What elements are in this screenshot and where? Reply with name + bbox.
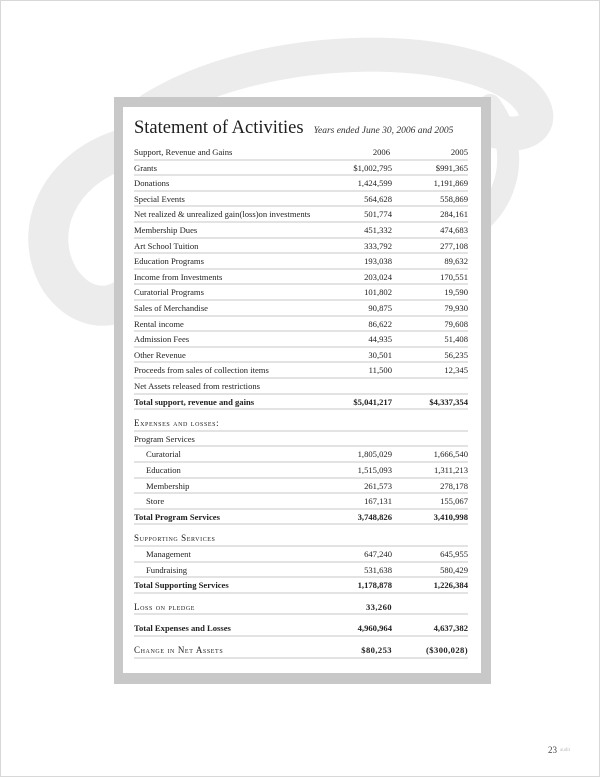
- value-2005: ($300,028): [426, 645, 468, 655]
- value-2005: 79,608: [444, 318, 468, 329]
- value-2006: 2006: [372, 147, 390, 157]
- value-2005: 284,161: [440, 209, 468, 220]
- page-number: [548, 745, 570, 755]
- row-label: Membership Dues: [134, 225, 198, 235]
- value-2006: 564,628: [364, 193, 392, 204]
- statement-row: [134, 563, 468, 579]
- statement-row: [134, 395, 468, 411]
- value-2006: 3,748,826: [357, 511, 392, 522]
- row-label: Income from Investments: [134, 271, 223, 282]
- statement-row: [134, 207, 468, 223]
- row-label: Total Program Services: [134, 511, 220, 522]
- row-label: Donations: [134, 178, 170, 189]
- value-2006: 90,875: [368, 303, 392, 313]
- statement-row: [134, 176, 468, 192]
- value-2005: 278,178: [440, 480, 468, 491]
- statement-row: [134, 432, 468, 448]
- value-2006: 451,332: [364, 225, 392, 235]
- value-2005: 1,191,869: [433, 178, 468, 189]
- row-label: Special Events: [134, 193, 185, 204]
- row-label: Admission Fees: [134, 334, 190, 345]
- row-label: Total Expenses and Losses: [134, 623, 231, 634]
- value-2006: 647,240: [364, 549, 392, 559]
- page-suffix: audit: [560, 748, 570, 754]
- value-2006: $5,041,217: [353, 396, 392, 407]
- statement-row: [134, 643, 468, 659]
- value-2005: 474,683: [440, 225, 468, 235]
- value-2006: 193,038: [364, 256, 392, 267]
- statement-row: [134, 317, 468, 333]
- statement-row: [134, 270, 468, 286]
- row-label: Loss on pledge: [134, 601, 196, 612]
- statement-row: [134, 192, 468, 208]
- row-label: Expenses and losses:: [134, 418, 220, 429]
- row-label: Other Revenue: [134, 349, 186, 360]
- value-2005: 1,311,213: [433, 465, 468, 475]
- statement-row: [134, 254, 468, 270]
- value-2005: $4,337,354: [429, 396, 468, 407]
- value-2006: 203,024: [364, 271, 392, 282]
- statement-row: [134, 447, 468, 463]
- statement-row: [134, 348, 468, 364]
- row-label: Total Supporting Services: [134, 580, 229, 591]
- row-label: Sales of Merchandise: [134, 303, 208, 313]
- row-label: Membership: [146, 480, 190, 491]
- value-2006: 1,424,599: [357, 178, 392, 189]
- statement-row: [134, 332, 468, 348]
- row-label: Fundraising: [146, 564, 188, 575]
- page-number-text: 23: [548, 745, 557, 755]
- statement-row: [134, 494, 468, 510]
- value-2005: 56,235: [444, 349, 468, 360]
- row-label: Rental income: [134, 318, 184, 329]
- statement-row: [134, 621, 468, 637]
- statement-row: [134, 600, 468, 616]
- statement-row: [134, 463, 468, 479]
- row-label: Store: [146, 496, 165, 507]
- value-2006: 86,622: [368, 318, 392, 329]
- statement-row: [134, 363, 468, 379]
- statement-card: [123, 107, 481, 673]
- statement-row: [134, 416, 468, 432]
- value-2005: 1,226,384: [433, 580, 468, 591]
- value-2006: 4,960,964: [357, 623, 392, 634]
- statement-row: [134, 301, 468, 317]
- row-label: Management: [146, 549, 191, 559]
- value-2006: 1,805,029: [357, 449, 392, 460]
- value-2006: 1,178,878: [357, 580, 392, 591]
- value-2005: 19,590: [444, 287, 468, 298]
- row-label: Total support, revenue and gains: [134, 396, 255, 407]
- value-2005: 89,632: [444, 256, 468, 267]
- row-label: Grants: [134, 162, 157, 173]
- row-label: Net Assets released from restrictions: [134, 381, 261, 391]
- value-2005: 4,637,382: [433, 623, 468, 634]
- title-row: [134, 118, 453, 139]
- statement-row: [134, 510, 468, 526]
- value-2006: $80,253: [361, 645, 392, 655]
- value-2005: 1,666,540: [433, 449, 468, 460]
- statement-row: [134, 223, 468, 239]
- value-2006: 501,774: [364, 209, 392, 220]
- value-2005: 12,345: [444, 365, 468, 376]
- statement-row: [134, 547, 468, 563]
- value-2005: 645,955: [440, 549, 468, 559]
- value-2005: 51,408: [444, 334, 468, 345]
- row-label: Education Programs: [134, 256, 204, 267]
- value-2005: 580,429: [440, 564, 468, 575]
- value-2006: 1,515,093: [357, 465, 392, 475]
- value-2006: 30,501: [368, 349, 392, 360]
- value-2006: 531,638: [364, 564, 392, 575]
- value-2006: 261,573: [364, 480, 392, 491]
- statement-row: [134, 379, 468, 395]
- statement-row: [134, 161, 468, 177]
- value-2006: 167,131: [364, 496, 392, 507]
- value-2005: 155,067: [440, 496, 468, 507]
- row-label: Art School Tuition: [134, 240, 199, 251]
- row-label: Curatorial: [146, 449, 181, 460]
- statement-row: [134, 145, 468, 161]
- value-2006: 44,935: [368, 334, 392, 345]
- statement-row: [134, 479, 468, 495]
- statement-row: [134, 578, 468, 594]
- row-label: Proceeds from sales of collection items: [134, 365, 269, 376]
- value-2005: 170,551: [440, 271, 468, 282]
- statement-subtitle: Years ended June 30, 2006 and 2005: [313, 126, 454, 136]
- value-2005: 277,108: [440, 240, 468, 251]
- row-label: Change in Net Assets: [134, 645, 224, 655]
- statement-row: [134, 285, 468, 301]
- value-2005: 79,930: [444, 303, 468, 313]
- row-label: Support, Revenue and Gains: [134, 147, 233, 157]
- row-label: Curatorial Programs: [134, 287, 204, 298]
- statement-title: Statement of Activities: [134, 118, 304, 138]
- row-label: Education: [146, 465, 181, 475]
- row-label: Net realized & unrealized gain(loss)on investments: [134, 209, 311, 220]
- value-2006: 333,792: [364, 240, 392, 251]
- value-2006: 101,802: [364, 287, 392, 298]
- row-label: Program Services: [134, 433, 195, 444]
- value-2005: 558,869: [440, 193, 468, 204]
- value-2006: $1,002,795: [353, 162, 392, 173]
- value-2006: 11,500: [368, 365, 392, 376]
- statement-row: [134, 531, 468, 547]
- value-2005: 3,410,998: [433, 511, 468, 522]
- statement-row: [134, 239, 468, 255]
- row-label: Supporting Services: [134, 533, 216, 544]
- value-2005: $991,365: [435, 162, 468, 173]
- value-2005: 2005: [450, 147, 468, 157]
- value-2006: 33,260: [365, 601, 392, 612]
